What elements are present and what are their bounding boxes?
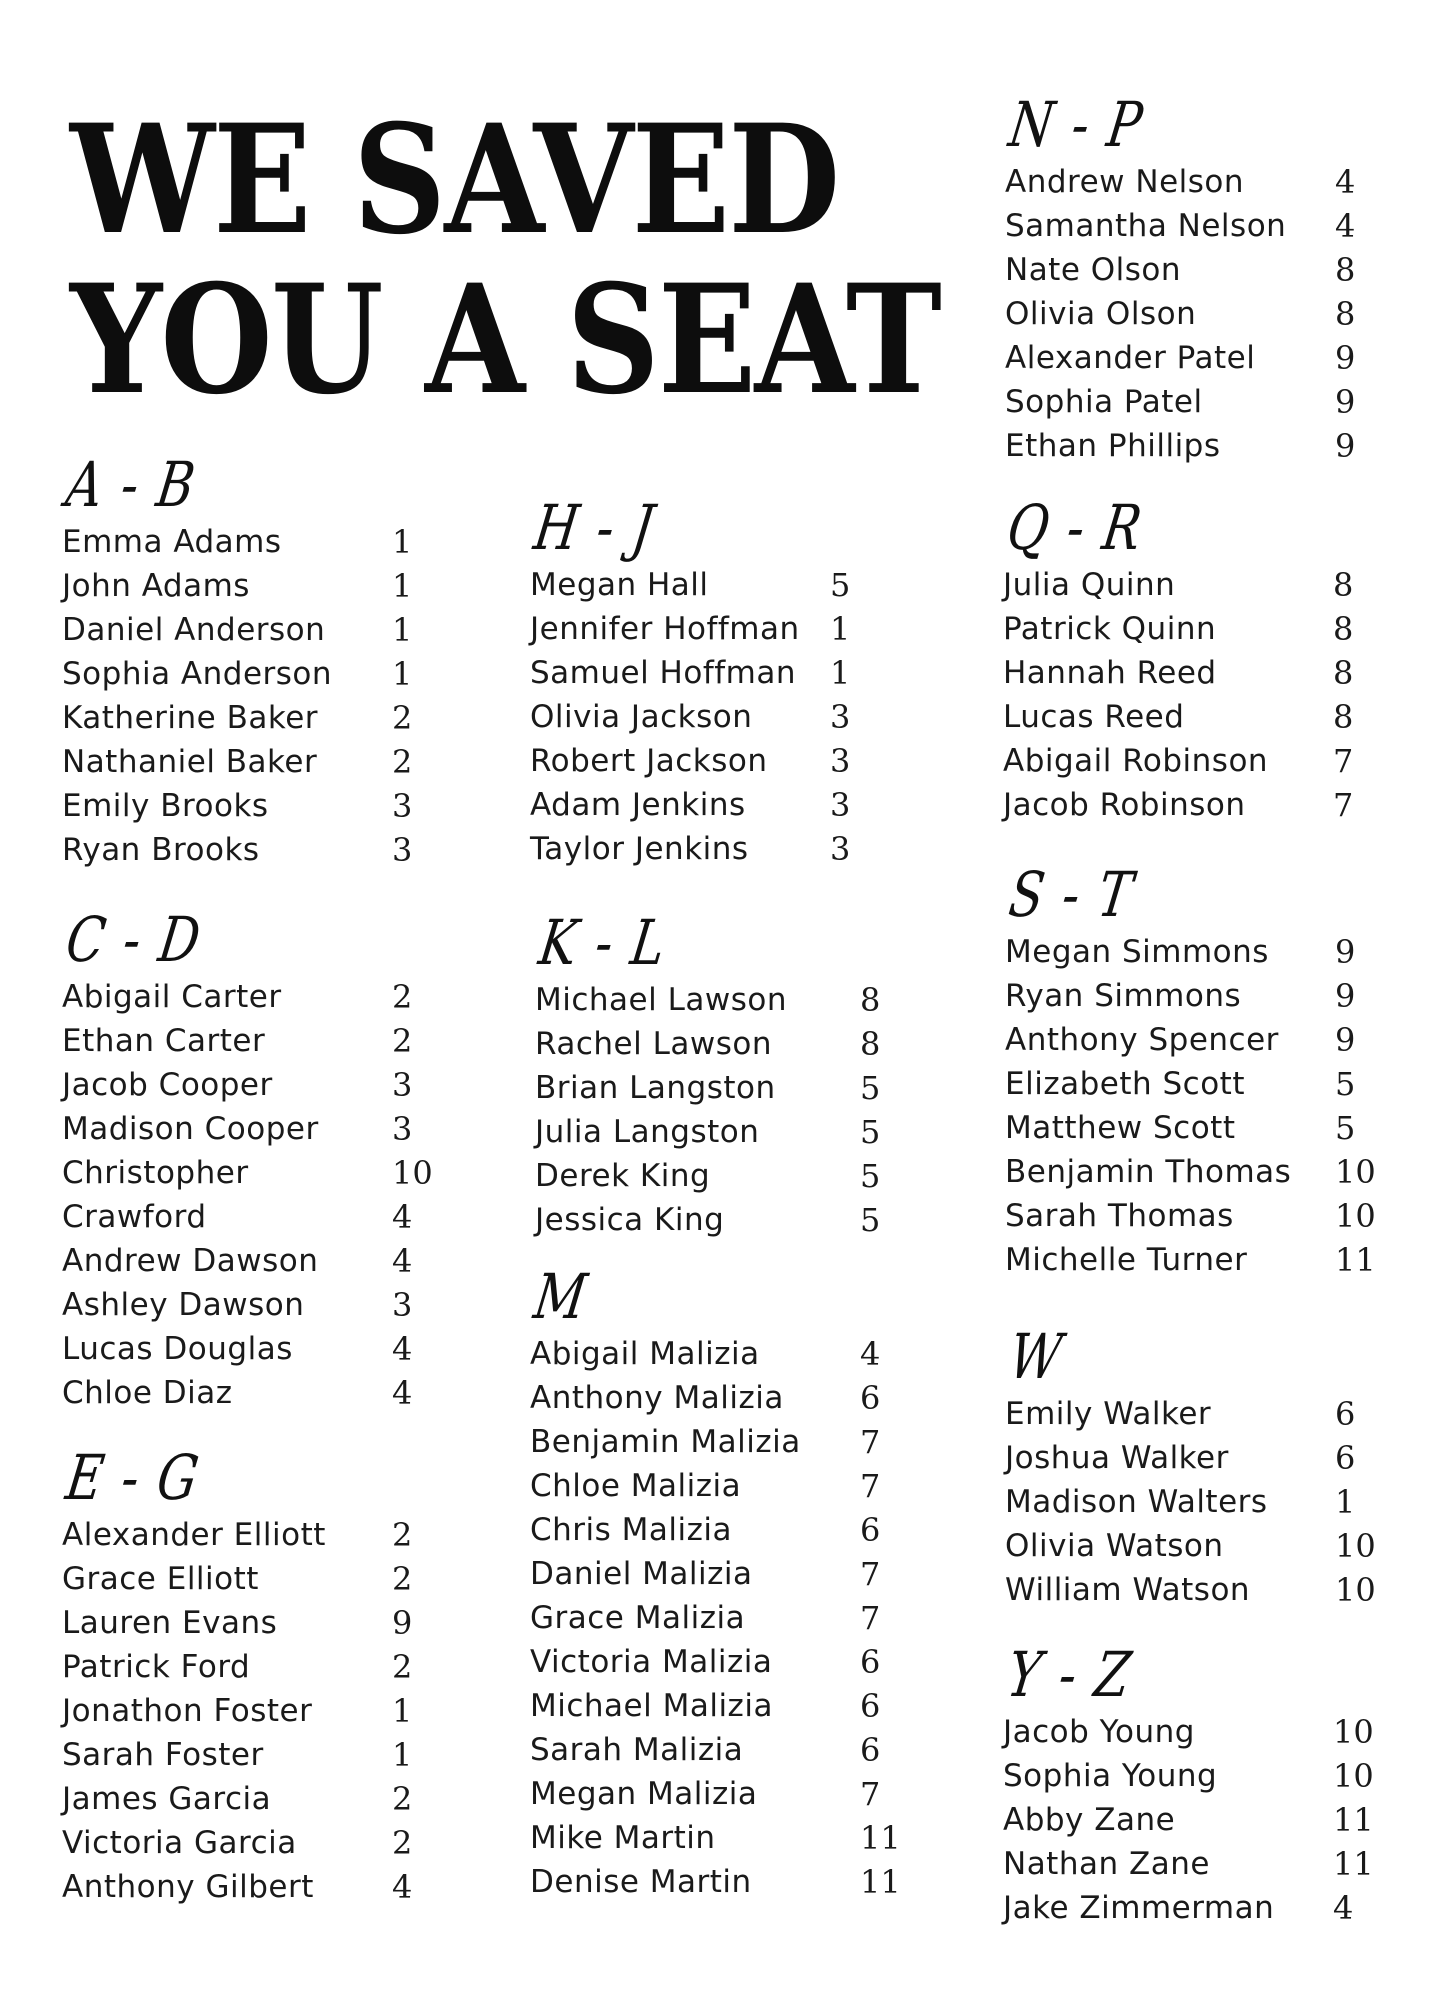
guest-row bbox=[62, 1151, 433, 1195]
guest-name: Olivia Jackson bbox=[530, 699, 753, 735]
table-number: 3 bbox=[830, 830, 851, 868]
guest-row bbox=[1003, 783, 1354, 827]
table-number: 2 bbox=[392, 1022, 413, 1060]
guest-row bbox=[62, 1195, 413, 1239]
guest-row bbox=[530, 1552, 881, 1596]
guest-name: Benjamin Thomas bbox=[1005, 1154, 1292, 1190]
guest-name: Megan Hall bbox=[530, 567, 709, 603]
table-number: 3 bbox=[830, 698, 851, 736]
section-heading: K - L bbox=[534, 906, 672, 979]
table-number: 2 bbox=[392, 1780, 413, 1818]
table-number: 9 bbox=[1335, 427, 1356, 465]
guest-row bbox=[62, 520, 413, 564]
guest-name: Anthony Gilbert bbox=[62, 1869, 314, 1905]
guest-row bbox=[530, 1596, 881, 1640]
guest-name: Abby Zane bbox=[1003, 1802, 1176, 1838]
section-heading: E - G bbox=[61, 1441, 205, 1514]
guest-row bbox=[1005, 424, 1356, 468]
guest-row bbox=[62, 975, 413, 1019]
guest-name: Lucas Douglas bbox=[62, 1331, 293, 1367]
table-number: 5 bbox=[1335, 1065, 1356, 1103]
guest-row bbox=[62, 1601, 413, 1645]
section-q-r bbox=[1002, 491, 1354, 827]
guest-name: Elizabeth Scott bbox=[1005, 1066, 1245, 1102]
guest-name: Sarah Malizia bbox=[530, 1732, 744, 1768]
guest-name: Robert Jackson bbox=[530, 743, 768, 779]
guest-name: Patrick Ford bbox=[62, 1649, 251, 1685]
section-heading: W bbox=[1004, 1320, 1068, 1393]
guest-name: Jessica King bbox=[535, 1202, 725, 1238]
guest-row bbox=[530, 563, 851, 607]
guest-row bbox=[1005, 1238, 1376, 1282]
guest-row bbox=[535, 1198, 881, 1242]
guest-name: Michelle Turner bbox=[1005, 1242, 1248, 1278]
guest-name: Joshua Walker bbox=[1005, 1440, 1229, 1476]
guest-row bbox=[62, 1865, 413, 1909]
guest-name: Abigail Carter bbox=[62, 979, 282, 1015]
table-number: 1 bbox=[1335, 1483, 1356, 1521]
guest-name: Ethan Carter bbox=[62, 1023, 266, 1059]
guest-name: Victoria Garcia bbox=[62, 1825, 297, 1861]
guest-name: Olivia Watson bbox=[1005, 1528, 1224, 1564]
guest-row bbox=[1005, 930, 1356, 974]
table-number: 1 bbox=[392, 611, 413, 649]
table-number: 5 bbox=[830, 566, 851, 604]
guest-name: Jennifer Hoffman bbox=[530, 611, 800, 647]
guest-row bbox=[535, 978, 881, 1022]
guest-row bbox=[62, 1327, 413, 1371]
guest-name: Rachel Lawson bbox=[535, 1026, 772, 1062]
section-heading: Y - Z bbox=[1002, 1638, 1137, 1711]
guest-name: Ashley Dawson bbox=[62, 1287, 305, 1323]
table-number: 7 bbox=[1333, 742, 1354, 780]
guest-row bbox=[62, 1777, 413, 1821]
guest-row bbox=[62, 1557, 413, 1601]
section-heading: H - J bbox=[529, 491, 660, 564]
section-n-p bbox=[1004, 88, 1356, 468]
table-number: 3 bbox=[392, 1286, 413, 1324]
guest-row bbox=[1003, 739, 1354, 783]
table-number: 4 bbox=[1335, 207, 1356, 245]
guest-name: Abigail Malizia bbox=[530, 1336, 760, 1372]
table-number: 7 bbox=[1333, 786, 1354, 824]
guest-row bbox=[62, 828, 413, 872]
guest-name: Jonathon Foster bbox=[62, 1693, 313, 1729]
table-number: 4 bbox=[1335, 163, 1356, 201]
guest-name: Adam Jenkins bbox=[530, 787, 746, 823]
table-number: 2 bbox=[392, 1648, 413, 1686]
guest-name: William Watson bbox=[1005, 1572, 1251, 1608]
section-a-b bbox=[61, 448, 413, 872]
guest-row bbox=[1005, 204, 1356, 248]
guest-name: Derek King bbox=[535, 1158, 711, 1194]
guest-name: Patrick Quinn bbox=[1003, 611, 1217, 647]
guest-row bbox=[62, 608, 413, 652]
guest-name: Daniel Malizia bbox=[530, 1556, 753, 1592]
guest-row bbox=[1003, 1886, 1354, 1930]
table-number: 4 bbox=[392, 1198, 413, 1236]
guest-name: Mike Martin bbox=[530, 1820, 716, 1856]
section-heading: S - T bbox=[1004, 858, 1139, 931]
guest-row bbox=[530, 1640, 881, 1684]
guest-row bbox=[1003, 695, 1354, 739]
guest-name: Sarah Foster bbox=[62, 1737, 264, 1773]
table-number: 5 bbox=[1335, 1109, 1356, 1147]
guest-row bbox=[62, 1283, 413, 1327]
table-number: 11 bbox=[860, 1819, 901, 1857]
guest-name: Samantha Nelson bbox=[1005, 208, 1287, 244]
table-number: 9 bbox=[1335, 933, 1356, 971]
table-number: 2 bbox=[392, 743, 413, 781]
page-title bbox=[70, 92, 941, 428]
guest-row bbox=[1005, 1568, 1376, 1612]
table-number: 6 bbox=[1335, 1395, 1356, 1433]
table-number: 1 bbox=[392, 523, 413, 561]
table-number: 1 bbox=[830, 654, 851, 692]
guest-name: Taylor Jenkins bbox=[530, 831, 749, 867]
guest-name: Daniel Anderson bbox=[62, 612, 326, 648]
table-number: 5 bbox=[860, 1201, 881, 1239]
guest-row bbox=[1005, 1392, 1356, 1436]
table-number: 1 bbox=[392, 1736, 413, 1774]
guest-name: Jacob Young bbox=[1003, 1714, 1195, 1750]
guest-name: Abigail Robinson bbox=[1003, 743, 1269, 779]
guest-name: Grace Malizia bbox=[530, 1600, 746, 1636]
guest-row bbox=[1005, 1018, 1356, 1062]
guest-row bbox=[62, 1645, 413, 1689]
title-line-2: YOU A SEAT bbox=[70, 252, 941, 428]
guest-name: Chris Malizia bbox=[530, 1512, 733, 1548]
table-number: 3 bbox=[392, 1066, 413, 1104]
guest-name: Jake Zimmerman bbox=[1003, 1890, 1275, 1926]
table-number: 8 bbox=[1335, 251, 1356, 289]
section-w bbox=[1004, 1320, 1376, 1612]
guest-name: Emma Adams bbox=[62, 524, 282, 560]
section-y-z bbox=[1002, 1638, 1374, 1930]
guest-name: Sophia Patel bbox=[1005, 384, 1203, 420]
table-number: 1 bbox=[392, 567, 413, 605]
guest-row bbox=[530, 651, 851, 695]
guest-row bbox=[1005, 160, 1356, 204]
table-number: 7 bbox=[860, 1467, 881, 1505]
table-number: 7 bbox=[860, 1599, 881, 1637]
table-number: 4 bbox=[392, 1868, 413, 1906]
guest-row bbox=[1005, 1480, 1356, 1524]
table-number: 10 bbox=[1335, 1571, 1376, 1609]
table-number: 8 bbox=[860, 1025, 881, 1063]
guest-name: Christopher bbox=[62, 1155, 249, 1191]
table-number: 9 bbox=[1335, 383, 1356, 421]
guest-name: Crawford bbox=[62, 1199, 207, 1235]
guest-row bbox=[530, 1860, 901, 1904]
guest-name: Emily Walker bbox=[1005, 1396, 1212, 1432]
table-number: 3 bbox=[392, 1110, 413, 1148]
guest-row bbox=[1003, 1842, 1374, 1886]
table-number: 2 bbox=[392, 1824, 413, 1862]
guest-row bbox=[62, 1371, 413, 1415]
guest-row bbox=[62, 652, 413, 696]
guest-name: Jacob Robinson bbox=[1003, 787, 1246, 823]
guest-name: Sophia Young bbox=[1003, 1758, 1218, 1794]
table-number: 2 bbox=[392, 1516, 413, 1554]
table-number: 11 bbox=[1335, 1241, 1376, 1279]
guest-name: Hannah Reed bbox=[1003, 655, 1217, 691]
guest-name: Sophia Anderson bbox=[62, 656, 333, 692]
table-number: 10 bbox=[1333, 1713, 1374, 1751]
guest-row bbox=[1003, 1710, 1374, 1754]
table-number: 8 bbox=[860, 981, 881, 1019]
guest-row bbox=[530, 1816, 901, 1860]
table-number: 7 bbox=[860, 1775, 881, 1813]
table-number: 6 bbox=[860, 1379, 881, 1417]
section-h-j bbox=[529, 491, 851, 871]
guest-name: Michael Malizia bbox=[530, 1688, 773, 1724]
guest-row bbox=[530, 1772, 881, 1816]
guest-name: Nathan Zane bbox=[1003, 1846, 1210, 1882]
guest-row bbox=[62, 1733, 413, 1777]
table-number: 8 bbox=[1333, 698, 1354, 736]
guest-row bbox=[530, 1332, 881, 1376]
guest-row bbox=[530, 607, 851, 651]
table-number: 11 bbox=[860, 1863, 901, 1901]
table-number: 10 bbox=[1335, 1527, 1376, 1565]
section-heading: M bbox=[529, 1260, 593, 1333]
table-number: 4 bbox=[392, 1330, 413, 1368]
guest-row bbox=[1003, 651, 1354, 695]
guest-row bbox=[1005, 1150, 1376, 1194]
guest-name: Megan Simmons bbox=[1005, 934, 1269, 970]
guest-row bbox=[1003, 563, 1354, 607]
guest-row bbox=[535, 1022, 881, 1066]
table-number: 3 bbox=[392, 787, 413, 825]
guest-row bbox=[535, 1110, 881, 1154]
table-number: 4 bbox=[392, 1374, 413, 1412]
guest-name: Nate Olson bbox=[1005, 252, 1182, 288]
guest-name: Lauren Evans bbox=[62, 1605, 278, 1641]
guest-name: Ethan Phillips bbox=[1005, 428, 1221, 464]
guest-name: Julia Quinn bbox=[1003, 567, 1176, 603]
guest-name: Jacob Cooper bbox=[62, 1067, 273, 1103]
guest-name: Lucas Reed bbox=[1003, 699, 1185, 735]
table-number: 9 bbox=[1335, 977, 1356, 1015]
guest-row bbox=[1005, 380, 1356, 424]
table-number: 6 bbox=[1335, 1439, 1356, 1477]
guest-name: Andrew Dawson bbox=[62, 1243, 319, 1279]
guest-name: Olivia Olson bbox=[1005, 296, 1197, 332]
guest-row bbox=[530, 739, 851, 783]
guest-name: Chloe Malizia bbox=[530, 1468, 742, 1504]
guest-name: Denise Martin bbox=[530, 1864, 752, 1900]
guest-row bbox=[1003, 607, 1354, 651]
guest-row bbox=[1005, 1436, 1356, 1480]
table-number: 3 bbox=[830, 786, 851, 824]
guest-name: Madison Walters bbox=[1005, 1484, 1268, 1520]
table-number: 7 bbox=[860, 1555, 881, 1593]
guest-row bbox=[62, 1513, 413, 1557]
guest-name: Ryan Brooks bbox=[62, 832, 260, 868]
guest-row bbox=[1005, 336, 1356, 380]
table-number: 7 bbox=[860, 1423, 881, 1461]
guest-row bbox=[1005, 292, 1356, 336]
title-line-1: WE SAVED bbox=[70, 92, 839, 268]
section-c-d bbox=[61, 903, 433, 1415]
guest-name: Andrew Nelson bbox=[1005, 164, 1245, 200]
guest-name: James Garcia bbox=[62, 1781, 272, 1817]
guest-row bbox=[62, 564, 413, 608]
table-number: 8 bbox=[1335, 295, 1356, 333]
guest-name: Anthony Spencer bbox=[1005, 1022, 1279, 1058]
table-number: 9 bbox=[1335, 1021, 1356, 1059]
guest-row bbox=[1003, 1798, 1374, 1842]
table-number: 10 bbox=[1335, 1153, 1376, 1191]
table-number: 9 bbox=[392, 1604, 413, 1642]
guest-row bbox=[530, 827, 851, 871]
guest-row bbox=[1005, 248, 1356, 292]
guest-row bbox=[530, 1508, 881, 1552]
guest-row bbox=[530, 1684, 881, 1728]
table-number: 4 bbox=[860, 1335, 881, 1373]
section-heading: N - P bbox=[1004, 88, 1149, 161]
table-number: 8 bbox=[1333, 654, 1354, 692]
table-number: 6 bbox=[860, 1511, 881, 1549]
guest-name: Katherine Baker bbox=[62, 700, 319, 736]
guest-name: Julia Langston bbox=[535, 1114, 760, 1150]
section-m bbox=[529, 1260, 901, 1904]
guest-name: Chloe Diaz bbox=[62, 1375, 233, 1411]
table-number: 2 bbox=[392, 978, 413, 1016]
guest-name: Nathaniel Baker bbox=[62, 744, 318, 780]
table-number: 1 bbox=[392, 655, 413, 693]
guest-name: Anthony Malizia bbox=[530, 1380, 784, 1416]
guest-row bbox=[62, 740, 413, 784]
section-heading: C - D bbox=[61, 903, 207, 976]
table-number: 5 bbox=[860, 1069, 881, 1107]
guest-row bbox=[62, 696, 413, 740]
guest-name: John Adams bbox=[62, 568, 250, 604]
guest-row bbox=[530, 1728, 881, 1772]
table-number: 8 bbox=[1333, 610, 1354, 648]
guest-row bbox=[1005, 1062, 1356, 1106]
guest-row bbox=[1005, 1106, 1356, 1150]
table-number: 4 bbox=[1333, 1889, 1354, 1927]
guest-row bbox=[1003, 1754, 1374, 1798]
guest-name: Grace Elliott bbox=[62, 1561, 259, 1597]
guest-row bbox=[62, 784, 413, 828]
table-number: 6 bbox=[860, 1687, 881, 1725]
table-number: 8 bbox=[1333, 566, 1354, 604]
table-number: 10 bbox=[392, 1154, 433, 1192]
table-number: 6 bbox=[860, 1731, 881, 1769]
guest-row bbox=[535, 1066, 881, 1110]
section-heading: Q - R bbox=[1002, 491, 1148, 564]
guest-name: Alexander Elliott bbox=[62, 1517, 326, 1553]
guest-name: Victoria Malizia bbox=[530, 1644, 773, 1680]
guest-name: Samuel Hoffman bbox=[530, 655, 797, 691]
guest-row bbox=[62, 1239, 413, 1283]
guest-row bbox=[62, 1821, 413, 1865]
table-number: 10 bbox=[1333, 1757, 1374, 1795]
guest-row bbox=[530, 695, 851, 739]
guest-row bbox=[530, 1376, 881, 1420]
table-number: 6 bbox=[860, 1643, 881, 1681]
section-heading: A - B bbox=[61, 448, 201, 521]
guest-row bbox=[62, 1063, 413, 1107]
section-s-t bbox=[1004, 858, 1376, 1282]
section-e-g bbox=[61, 1441, 413, 1909]
guest-row bbox=[530, 1464, 881, 1508]
table-number: 3 bbox=[392, 831, 413, 869]
table-number: 5 bbox=[860, 1157, 881, 1195]
section-k-l bbox=[534, 906, 881, 1242]
guest-name: Madison Cooper bbox=[62, 1111, 319, 1147]
table-number: 4 bbox=[392, 1242, 413, 1280]
table-number: 11 bbox=[1333, 1845, 1374, 1883]
guest-row bbox=[1005, 1524, 1376, 1568]
guest-row bbox=[1005, 974, 1356, 1018]
guest-row bbox=[530, 783, 851, 827]
table-number: 5 bbox=[860, 1113, 881, 1151]
guest-name: Emily Brooks bbox=[62, 788, 269, 824]
guest-name: Alexander Patel bbox=[1005, 340, 1256, 376]
table-number: 11 bbox=[1333, 1801, 1374, 1839]
guest-row bbox=[535, 1154, 881, 1198]
table-number: 10 bbox=[1335, 1197, 1376, 1235]
guest-row bbox=[1005, 1194, 1376, 1238]
guest-row bbox=[62, 1689, 413, 1733]
table-number: 1 bbox=[392, 1692, 413, 1730]
table-number: 9 bbox=[1335, 339, 1356, 377]
guest-name: Benjamin Malizia bbox=[530, 1424, 801, 1460]
guest-name: Ryan Simmons bbox=[1005, 978, 1242, 1014]
table-number: 3 bbox=[830, 742, 851, 780]
guest-row bbox=[530, 1420, 881, 1464]
guest-name: Michael Lawson bbox=[535, 982, 787, 1018]
table-number: 2 bbox=[392, 699, 413, 737]
table-number: 1 bbox=[830, 610, 851, 648]
guest-name: Matthew Scott bbox=[1005, 1110, 1236, 1146]
guest-name: Sarah Thomas bbox=[1005, 1198, 1234, 1234]
guest-row bbox=[62, 1107, 413, 1151]
guest-name: Brian Langston bbox=[535, 1070, 776, 1106]
guest-row bbox=[62, 1019, 413, 1063]
table-number: 2 bbox=[392, 1560, 413, 1598]
guest-name: Megan Malizia bbox=[530, 1776, 758, 1812]
